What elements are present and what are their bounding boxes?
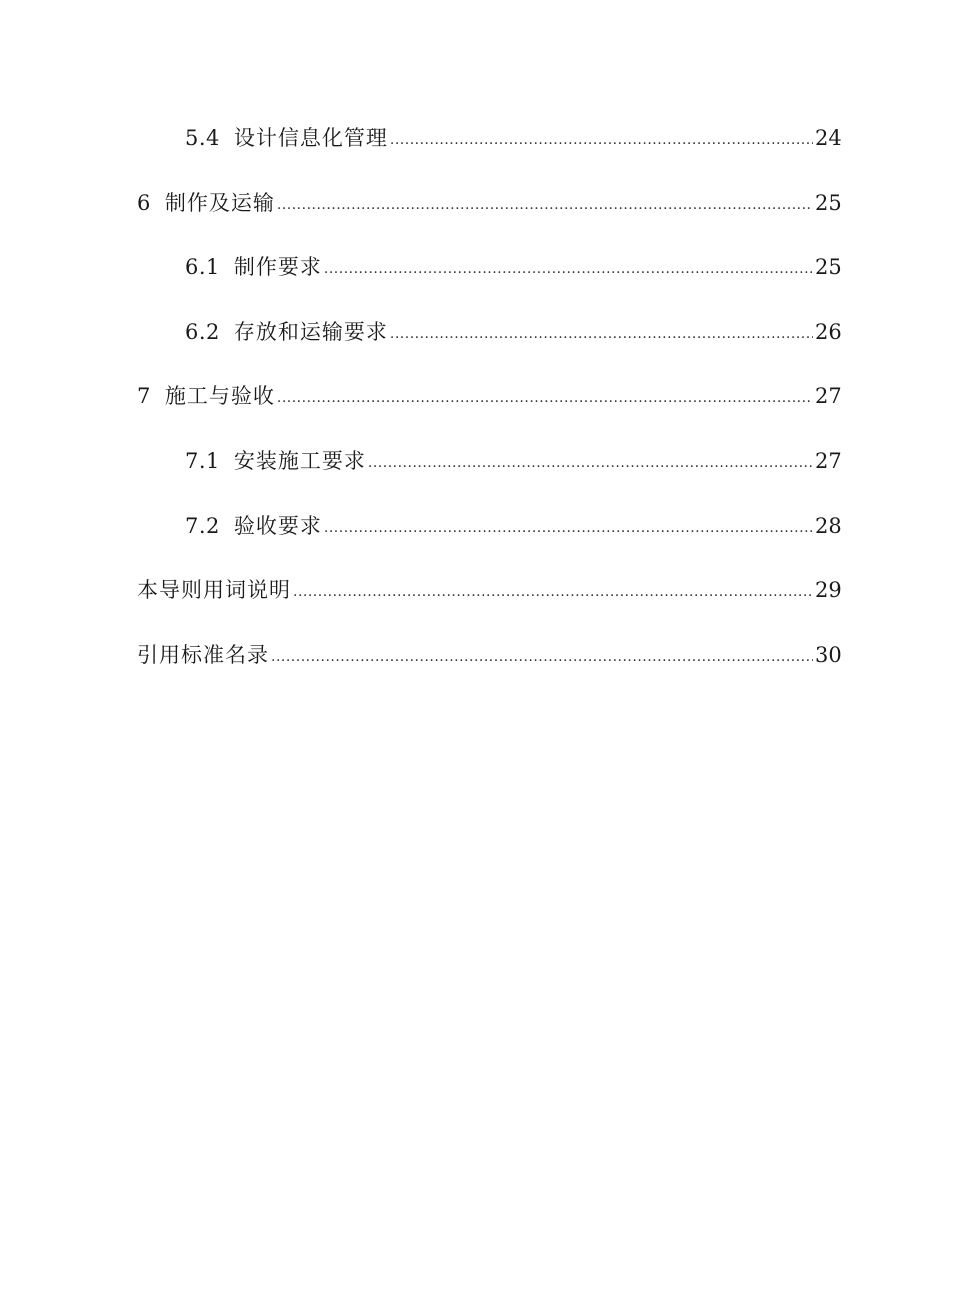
toc-entry-number: 6	[137, 190, 151, 215]
toc-entry-7[interactable]	[137, 376, 841, 441]
toc-entry-page: 25	[815, 255, 842, 280]
toc-entry-page: 24	[815, 126, 842, 150]
toc-entry-6-1[interactable]	[137, 247, 841, 312]
toc-entry-7-1[interactable]	[137, 441, 841, 506]
toc-entry-page: 30	[815, 642, 842, 667]
dot-leader	[271, 637, 813, 677]
toc-entry-title: 制作要求	[233, 255, 322, 280]
toc-entry-number: 6.2	[185, 319, 220, 344]
toc-entry-page: 26	[815, 319, 842, 344]
toc-entry-6-2[interactable]	[137, 312, 841, 377]
dot-leader	[293, 572, 813, 612]
toc-entry-page: 27	[815, 448, 842, 473]
dot-leader	[368, 443, 813, 483]
toc-entry-terms[interactable]	[137, 570, 841, 635]
toc-entry-title: 设计信息化管理	[233, 126, 388, 150]
toc-entry-title: 引用标准名录	[137, 642, 269, 667]
toc-entry-number: 5.4	[185, 126, 220, 150]
toc-entry-page: 29	[815, 578, 842, 603]
toc-entry-number: 7.2	[185, 513, 220, 538]
dot-leader	[277, 185, 813, 225]
table-of-contents	[137, 118, 841, 699]
toc-entry-6[interactable]	[137, 183, 841, 248]
toc-entry-title: 制作及运输	[164, 190, 275, 215]
toc-entry-page: 28	[815, 513, 842, 538]
toc-entry-number: 7.1	[185, 448, 220, 473]
toc-entry-title: 本导则用词说明	[137, 578, 291, 603]
toc-entry-page: 25	[815, 190, 842, 215]
toc-entry-number: 6.1	[185, 255, 220, 280]
toc-entry-page: 27	[815, 384, 842, 409]
toc-entry-7-2[interactable]	[137, 506, 841, 571]
toc-entry-number: 7	[137, 384, 151, 409]
dot-leader	[324, 508, 813, 548]
toc-entry-title: 安装施工要求	[233, 448, 366, 473]
dot-leader	[390, 314, 813, 354]
toc-entry-title: 存放和运输要求	[233, 319, 388, 344]
toc-entry-references[interactable]	[137, 635, 841, 700]
toc-entry-title: 验收要求	[233, 513, 322, 538]
dot-leader	[324, 249, 813, 289]
toc-entry-5-4[interactable]	[137, 118, 841, 183]
dot-leader	[277, 378, 813, 418]
dot-leader	[390, 120, 813, 160]
toc-entry-title: 施工与验收	[164, 384, 275, 409]
